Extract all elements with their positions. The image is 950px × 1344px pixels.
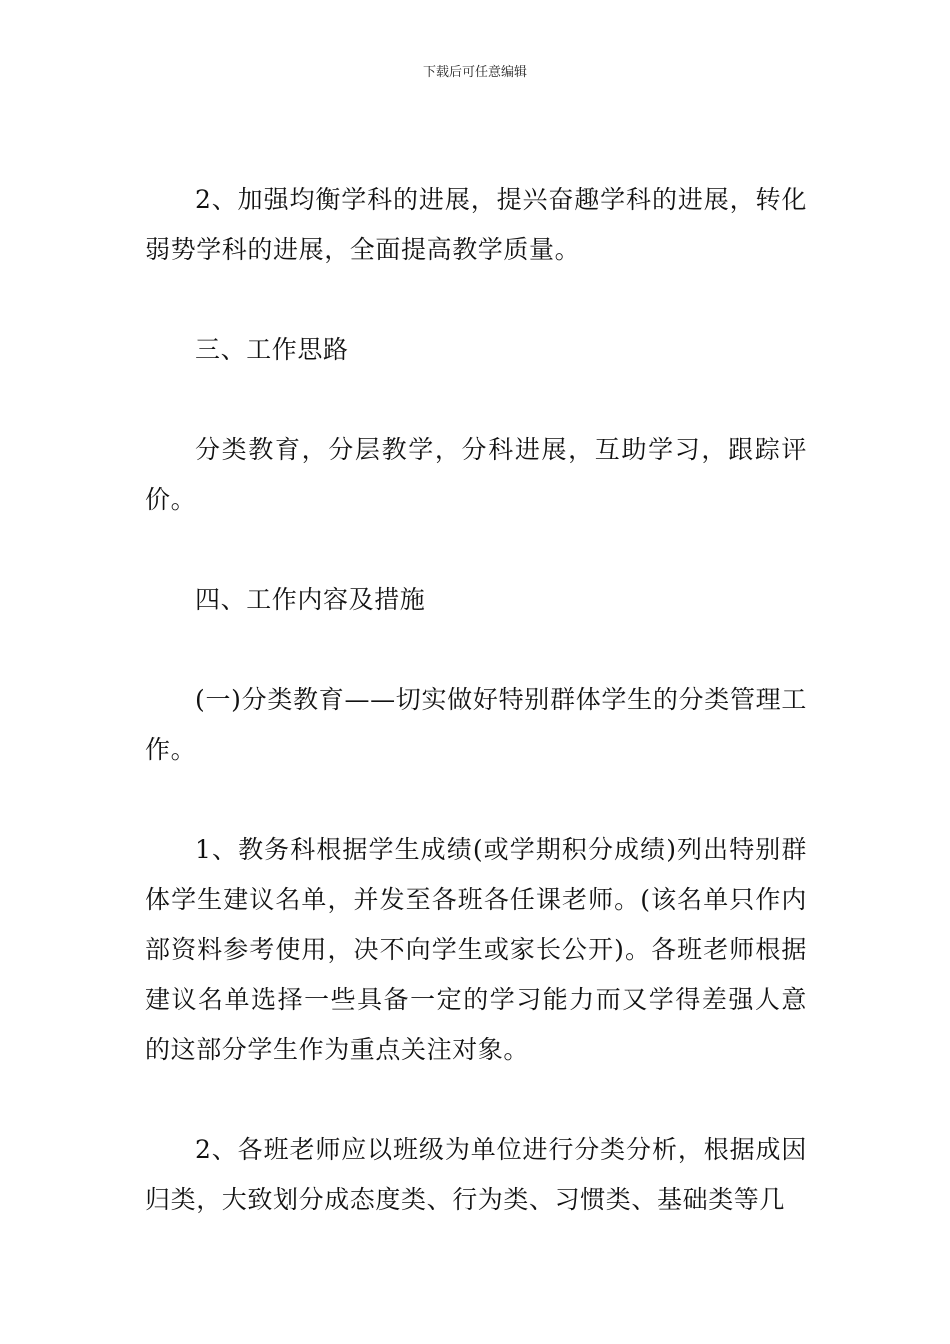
paragraph-goal-2: 2、加强均衡学科的进展，提兴奋趣学科的进展，转化弱势学科的进展，全面提高教学质量。 bbox=[145, 185, 807, 264]
paragraph-work-approach: 分类教育，分层教学，分科进展，互助学习，跟踪评价。 bbox=[145, 435, 807, 514]
paragraph-measure-1: 1、教务科根据学生成绩(或学期积分成绩)列出特别群体学生建议名单，并发至各班各任课老师。(该名单只作内部资料参考使用，决不向学生或家长公开)。各班老师根据建议名单选择一些具备一定的学习能力而又学得差强人意的这部分学生作为重点关注对象。 bbox=[145, 835, 807, 1064]
section-heading-work-approach: 三、工作思路 bbox=[195, 335, 349, 364]
page-header-note: 下载后可任意编辑 bbox=[422, 65, 527, 80]
document-body bbox=[145, 175, 807, 1225]
subheading-classified-education: (一)分类教育——切实做好特别群体学生的分类管理工作。 bbox=[145, 685, 807, 764]
paragraph-measure-2: 2、各班老师应以班级为单位进行分类分析，根据成因归类，大致划分成态度类、行为类、习惯类、基础类等几 bbox=[145, 1135, 807, 1214]
section-heading-work-content: 四、工作内容及措施 bbox=[195, 585, 426, 614]
